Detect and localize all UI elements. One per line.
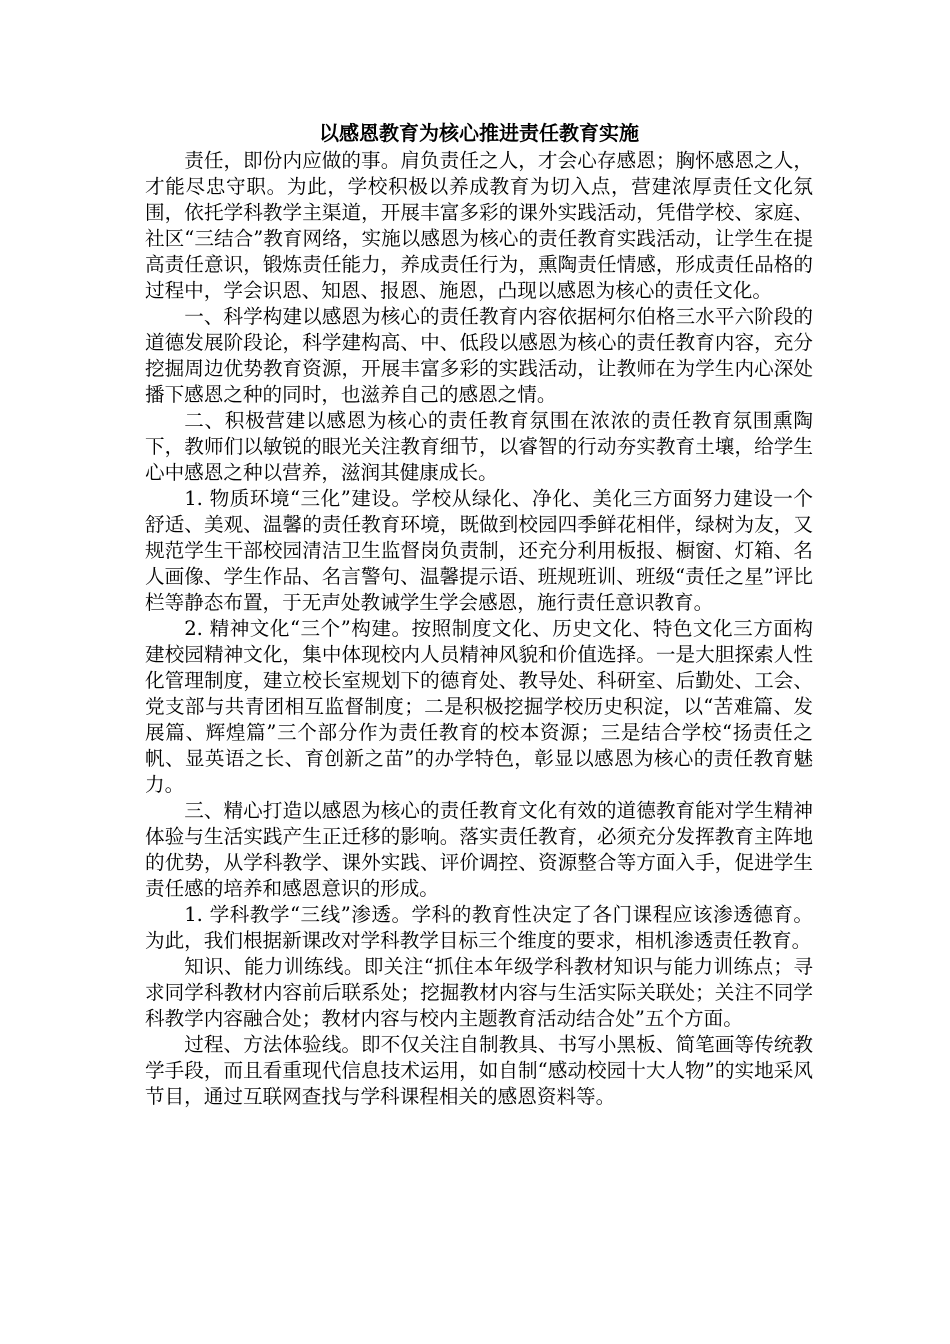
paragraph-section-2-item-1: 1. 物质环境“三化”建设。学校从绿化、净化、美化三方面努力建设一个舒适、美观、温馨的责任教育环境，既做到校园四季鲜花相伴，绿树为友，又规范学生干部校园清洁卫生监督岗负责制，还充分利用板报、橱窗、灯箱、名人画像、学生作品、名言警句、温馨提示语、班规班训、班级“责任之星”评比栏等静态布置，于无声处教诫学生学会感恩，施行责任意识教育。: [145, 487, 813, 614]
document-page: [145, 118, 813, 1110]
paragraph-knowledge-line: 知识、能力训练线。即关注“抓住本年级学科教材知识与能力训练点；寻求同学科教材内容前后联系处；挖掘教材内容与生活实际关联处；关注不同学科教学内容融合处；教材内容与校内主题教育活动结合处”五个方面。: [145, 955, 813, 1030]
paragraph-section-1: 一、科学构建以感恩为核心的责任教育内容依据柯尔伯格三水平六阶段的道德发展阶段论，科学建构高、中、低段以感恩为核心的责任教育内容，充分挖掘周边优势教育资源，开展丰富多彩的实践活动，让教师在为学生内心深处播下感恩之种的同时，也滋养自己的感恩之情。: [145, 305, 813, 406]
paragraph-section-3: 三、精心打造以感恩为核心的责任教育文化有效的道德教育能对学生精神体验与生活实践产生正迁移的影响。落实责任教育，必须充分发挥教育主阵地的优势，从学科教学、课外实践、评价调控、资源整合等方面入手，促进学生责任感的培养和感恩意识的形成。: [145, 799, 813, 900]
paragraph-section-2: 二、积极营建以感恩为核心的责任教育氛围在浓浓的责任教育氛围熏陶下，教师们以敏锐的眼光关注教育细节，以睿智的行动夯实教育土壤，给学生心中感恩之种以营养，滋润其健康成长。: [145, 409, 813, 484]
paragraph-section-3-item-1: 1. 学科教学“三线”渗透。学科的教育性决定了各门课程应该渗透德育。为此，我们根据新课改对学科教学目标三个维度的要求，相机渗透责任教育。: [145, 903, 813, 952]
paragraph-intro: 责任，即份内应做的事。肩负责任之人，才会心存感恩；胸怀感恩之人，才能尽忠守职。为此，学校积极以养成教育为切入点，营建浓厚责任文化氛围，依托学科教学主渠道，开展丰富多彩的课外实践活动，凭借学校、家庭、社区“三结合”教育网络，实施以感恩为核心的责任教育实践活动，让学生在提高责任意识，锻炼责任能力，养成责任行为，熏陶责任情感，形成责任品格的过程中，学会识恩、知恩、报恩、施恩，凸现以感恩为核心的责任文化。: [145, 149, 813, 302]
paragraph-process-line: 过程、方法体验线。即不仅关注自制教具、书写小黑板、简笔画等传统教学手段，而且看重现代信息技术运用，如自制“感动校园十大人物”的实地采风节目，通过互联网查找与学科课程相关的感恩资料等。: [145, 1033, 813, 1108]
paragraph-section-2-item-2: 2. 精神文化“三个”构建。按照制度文化、历史文化、特色文化三方面构建校园精神文化，集中体现校内人员精神风貌和价值选择。一是大胆探索人性化管理制度，建立校长室规划下的德育处、教导处、科研室、后勤处、工会、党支部与共青团相互监督制度；二是积极挖掘学校历史积淀，以“苦难篇、发展篇、辉煌篇”三个部分作为责任教育的校本资源；三是结合学校“扬责任之帆、显英语之长、育创新之苗”的办学特色，彰显以感恩为核心的责任教育魅力。: [145, 617, 813, 796]
document-title: 以感恩教育为核心推进责任教育实施: [319, 121, 639, 145]
